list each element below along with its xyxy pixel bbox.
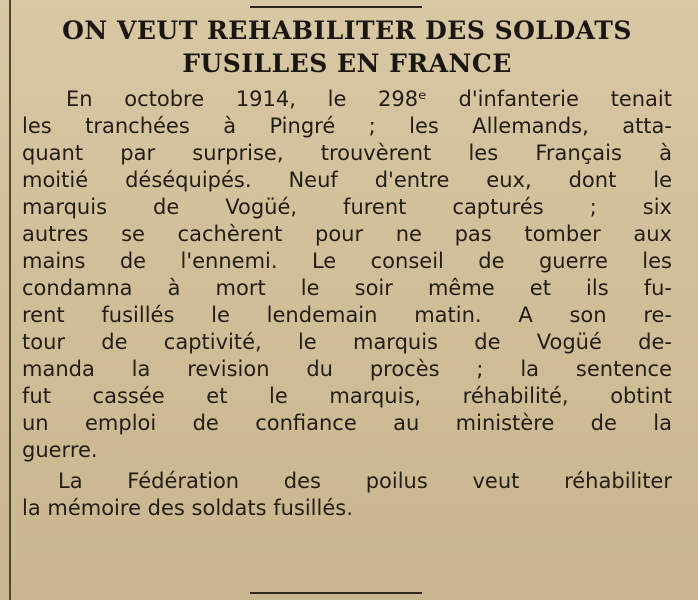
article-body	[22, 86, 672, 522]
body-line: guerre.	[22, 438, 98, 462]
paragraph-1	[22, 86, 672, 464]
body-line: fut cassée et le marquis, réhabilité, obtint	[22, 384, 672, 408]
body-line: manda la revision du procès ; la sentence	[22, 357, 672, 381]
body-line: marquis de Vogüé, furent capturés ; six	[22, 195, 672, 219]
headline-line: ON VEUT REHABILITER DES SOLDATS	[62, 16, 632, 45]
body-line: la mémoire des soldats fusillés.	[22, 496, 353, 520]
body-line: les tranchées à Pingré ; les Allemands, atta-	[22, 114, 672, 138]
headline	[22, 14, 672, 80]
top-rule	[250, 6, 422, 8]
headline-line: FUSILLES EN FRANCE	[182, 49, 512, 78]
body-line: condamna à mort le soir même et ils fu-	[22, 276, 672, 300]
body-line: tour de captivité, le marquis de Vogüé de-	[22, 330, 672, 354]
column-rule	[9, 0, 11, 600]
body-line: mains de l'ennemi. Le conseil de guerre les	[22, 249, 672, 273]
paragraph-2	[22, 468, 672, 522]
body-line: quant par surprise, trouvèrent les Français à	[22, 141, 672, 165]
body-line: rent fusillés le lendemain matin. A son re-	[22, 303, 672, 327]
article	[22, 14, 672, 522]
body-line: un emploi de confiance au ministère de la	[22, 411, 672, 435]
body-line: En octobre 1914, le 298ᵉ d'infanterie tenait	[66, 87, 672, 111]
bottom-rule	[250, 592, 422, 594]
body-line: moitié déséquipés. Neuf d'entre eux, dont le	[22, 168, 672, 192]
body-line: autres se cachèrent pour ne pas tomber aux	[22, 222, 672, 246]
body-line: La Fédération des poilus veut réhabiliter	[58, 469, 672, 493]
